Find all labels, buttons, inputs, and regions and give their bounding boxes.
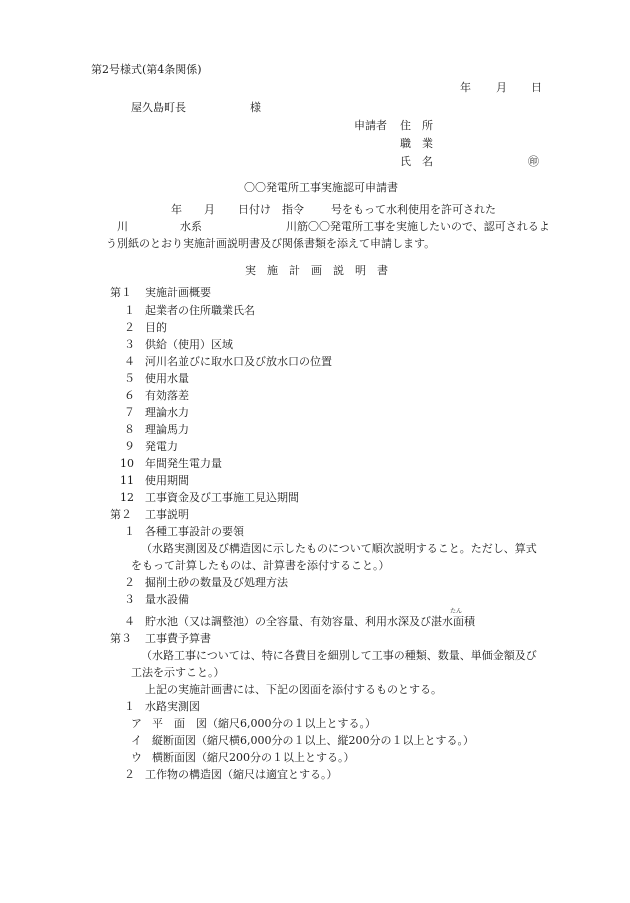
- s2-number: 第２: [110, 508, 132, 521]
- body-river-label: 川: [117, 220, 128, 233]
- s1-number: 第１: [110, 286, 132, 299]
- s1-item-number: ６: [124, 389, 135, 402]
- s1-item-text: 年間発生電力量: [145, 457, 222, 470]
- body-line1-rest: 号をもって水利使用を許可された: [331, 203, 496, 216]
- ruby-annotation: たん: [450, 608, 463, 615]
- s1-item-text: 理論馬力: [145, 423, 189, 436]
- body-day-order-label: 日付け 指令: [238, 203, 304, 216]
- s1-item-number: ９: [124, 440, 135, 453]
- s3-subitem-number: ウ: [131, 751, 142, 764]
- s2-item-text: 貯水池（又は調整池）の全容量、有効容量、利用水深及び湛水面積: [145, 615, 475, 628]
- s3-subitem-text: 平 面 図（縮尺6,000分の１以上とする。）: [152, 717, 376, 730]
- s2-item-text: 掘削土砂の数量及び処理方法: [145, 576, 288, 589]
- s2-item-number: ４: [124, 615, 135, 628]
- s2-note-line2: をもって計算したものは、計算書を添付すること。）: [131, 559, 390, 572]
- s1-item-number: ３: [124, 338, 135, 351]
- date-year-label: 年: [460, 81, 471, 94]
- s1-item-number: ４: [124, 355, 135, 368]
- seal-mark: ㊞: [528, 155, 539, 168]
- s3-item-text: 水路実測図: [145, 700, 200, 713]
- s1-item-text: 目的: [145, 321, 167, 334]
- s3-subitem-text: 横断面図（縮尺200分の１以上とする。）: [152, 751, 355, 764]
- s3-note-line2: 工法を示すこと。）: [131, 666, 225, 679]
- s1-item-text: 供給（使用）区域: [145, 338, 233, 351]
- section-title: 実 施 計 画 説 明 書: [245, 264, 388, 277]
- s1-item-text: 河川名並びに取水口及び放水口の位置: [145, 355, 332, 368]
- body-month-label: 月: [204, 203, 215, 216]
- s1-item-number: ８: [124, 423, 135, 436]
- date-day-label: 日: [531, 81, 542, 94]
- s2-item-text: 量水設備: [145, 593, 189, 606]
- addressee-honorific: 様: [250, 101, 261, 114]
- s2-title: 工事説明: [145, 508, 189, 521]
- s1-item-number: ７: [124, 406, 135, 419]
- body-line3: う別紙のとおり実施計画説明書及び関係書類を添えて申請します。: [106, 237, 436, 250]
- s3-item-number: １: [124, 700, 135, 713]
- occupation-label: 職 業: [400, 137, 433, 150]
- s1-item-text: 工事資金及び工事施工見込期間: [145, 491, 299, 504]
- body-year-label: 年: [171, 203, 182, 216]
- s1-item-text: 理論水力: [145, 406, 189, 419]
- name-label: 氏 名: [400, 155, 433, 168]
- form-number: 第2号様式(第4条関係): [91, 63, 202, 76]
- s1-title: 実施計画概要: [145, 286, 211, 299]
- s1-item-number: ５: [124, 372, 135, 385]
- s1-item-number: ２: [124, 321, 135, 334]
- s3-subitem-number: ア: [131, 717, 142, 730]
- s2-item-number: ２: [124, 576, 135, 589]
- body-system-label: 水系: [180, 220, 202, 233]
- addressee-name: 屋久島町長: [131, 101, 186, 114]
- s1-item-text: 発電力: [145, 440, 178, 453]
- date-month-label: 月: [496, 81, 507, 94]
- s3-subitem-number: イ: [131, 734, 142, 747]
- s2-note-line1: （水路実測図及び構造図に示したものについて順次説明すること。ただし、算式: [141, 542, 537, 555]
- address-label: 住 所: [400, 119, 433, 132]
- s1-item-number: 12: [120, 491, 134, 504]
- s1-item-text: 使用期間: [145, 474, 189, 487]
- s1-item-number: １: [124, 304, 135, 317]
- s1-item-number: 11: [120, 474, 134, 487]
- s3-number: 第３: [110, 632, 132, 645]
- s3-note-line1: （水路工事については、特に各費目を細別して工事の種類、数量、単価金額及び: [141, 649, 537, 662]
- document-title: 〇〇発電所工事実施認可申請書: [244, 181, 398, 194]
- s2-item-text: 各種工事設計の要領: [145, 525, 244, 538]
- s3-subitem-text: 縦断面図（縮尺横6,000分の１以上、縦200分の１以上とする。）: [152, 734, 474, 747]
- s1-item-text: 使用水量: [145, 372, 189, 385]
- s3-item-number: ２: [124, 768, 135, 781]
- s1-item-number: 10: [120, 457, 134, 470]
- s1-item-text: 起業者の住所職業氏名: [145, 304, 255, 317]
- s1-item-text: 有効落差: [145, 389, 189, 402]
- s2-item-number: ３: [124, 593, 135, 606]
- s2-item-number: １: [124, 525, 135, 538]
- applicant-label: 申請者: [354, 119, 387, 132]
- s3-paragraph: 上記の実施計画書には、下記の図面を添付するものとする。: [145, 683, 442, 696]
- body-line2-rest: 川筋〇〇発電所工事を実施したいので、認可されるよ: [286, 220, 550, 233]
- s3-item-text: 工作物の構造図（縮尺は適宜とする。）: [145, 768, 338, 781]
- s3-title: 工事費予算書: [145, 632, 211, 645]
